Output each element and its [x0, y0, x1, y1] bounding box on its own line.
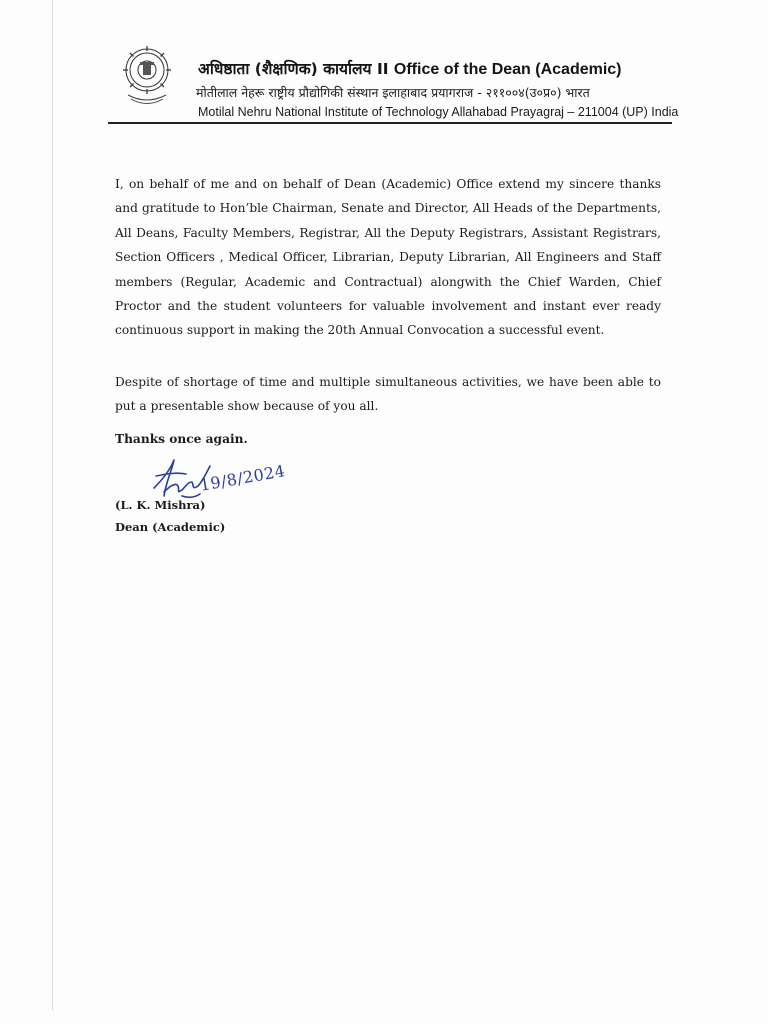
- letterhead-separator: II: [376, 60, 389, 78]
- letter-paragraph-1: I, on behalf of me and on behalf of Dean (Academic) Office extend my sincere thanks and gratitude to Hon’ble Chairman, Senate and Director, All Heads of the Departments, All Deans, Faculty Members, Registrar, All the Deputy Registrars, Assistant Registrars, Section Officers , Medical Officer, Librarian, Deputy Librarian, All Engineers and Staff members (Regular, Academic and Contractual) alongwith the Chief Warden, Chief Proctor and the student volunteers for valuable involvement and instant ever ready continuous support in making the 20th Annual Convocation a successful event.: [115, 177, 661, 338]
- scan-edge: [52, 0, 53, 1010]
- letter-paragraph-2: Despite of shortage of time and multiple simultaneous activities, we have been able to put a presentable show because of you all.: [115, 375, 661, 414]
- signer-title: Dean (Academic): [115, 520, 226, 534]
- letterhead-english-title: Office of the Dean (Academic): [393, 61, 622, 78]
- handwritten-date: 19/8/2024: [198, 461, 287, 495]
- letterhead-title: [198, 57, 648, 79]
- signer-name: (L. K. Mishra): [115, 498, 206, 512]
- letterhead-hindi-address: मोतीलाल नेहरू राष्ट्रीय प्रौद्योगिकी संस्थान इलाहाबाद प्रयागराज - २११००४(उ०प्र०) भारत: [196, 85, 590, 100]
- letterhead-english-address: Motilal Nehru National Institute of Technology Allahabad Prayagraj – 211004 (UP) India: [198, 105, 679, 119]
- letterhead-hindi-title: अधिष्ठाता (शैक्षणिक) कार्यालय: [198, 60, 372, 78]
- institute-emblem-icon: [122, 43, 172, 109]
- letter-closing: Thanks once again.: [115, 432, 248, 446]
- letterhead-divider: [108, 122, 672, 124]
